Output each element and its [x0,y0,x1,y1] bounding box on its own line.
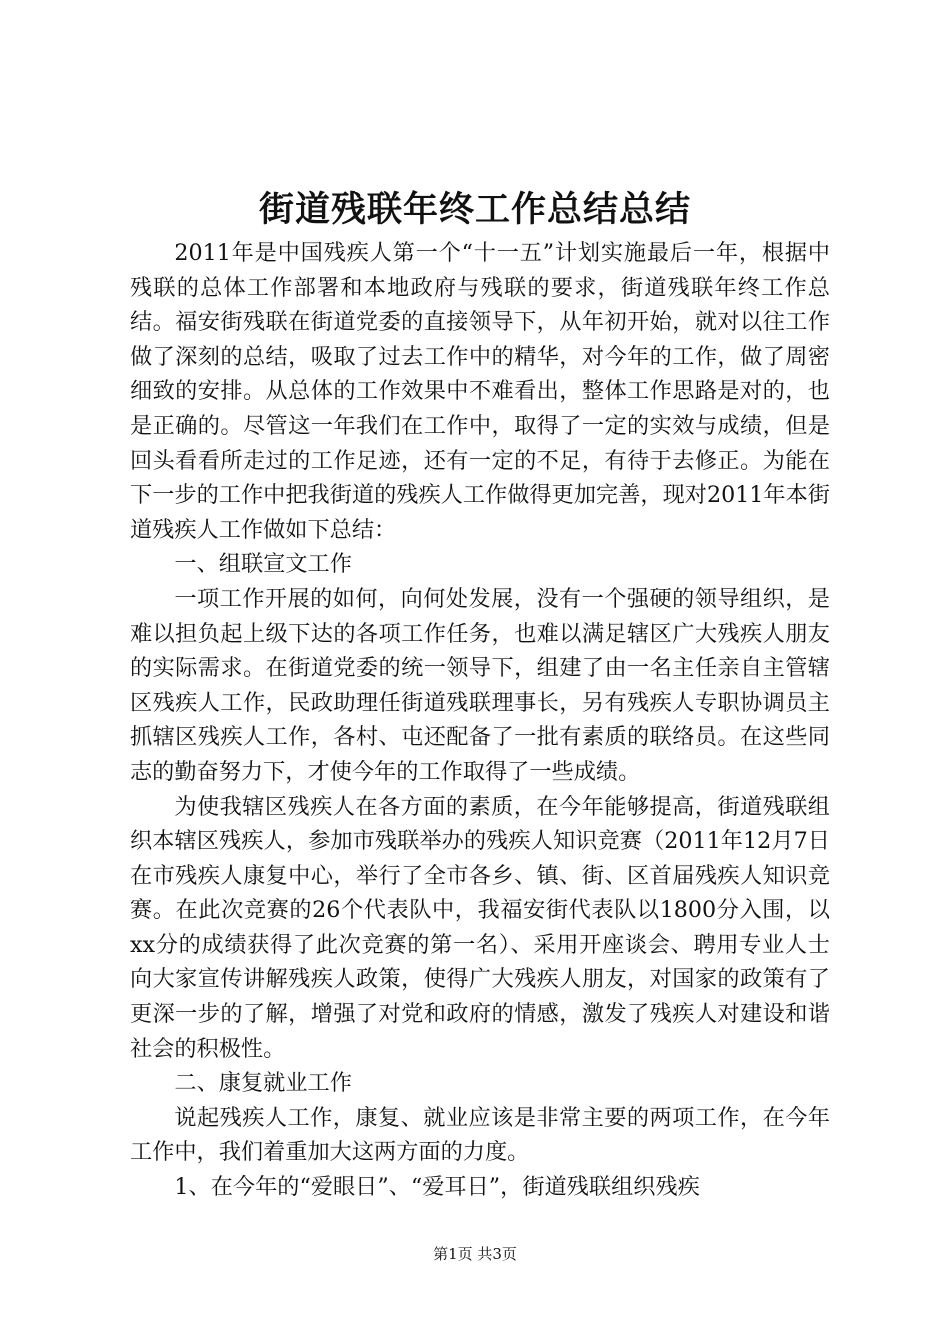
document-body [130,236,830,1205]
page-footer: 第1页 共3页 [433,1245,517,1263]
paragraph-intro: 2011年是中国残疾人第一个“十一五”计划实施最后一年，根据中残联的总体工作部署和本地政府与残联的要求，街道残联年终工作总结。福安街残联在街道党委的直接领导下，从年初开始，就对以往工作做了深刻的总结，吸取了过去工作中的精华，对今年的工作，做了周密细致的安排。从总体的工作效果中不难看出，整体工作思路是对的，也是正确的。尽管这一年我们在工作中，取得了一定的实效与成绩，但是回头看看所走过的工作足迹，还有一定的不足，有待于去修正。为能在下一步的工作中把我街道的残疾人工作做得更加完善，现对2011年本街道残疾人工作做如下总结： [130,240,830,543]
paragraph-knowledge-contest: 为使我辖区残疾人在各方面的素质，在今年能够提高，街道残联组织本辖区残疾人，参加市残联举办的残疾人知识竞赛（2011年12月7日在市残疾人康复中心，举行了全市各乡、镇、街、区首届残疾人知识竞赛。在此次竞赛的26个代表队中，我福安街代表队以1800分入围，以xx分的成绩获得了此次竞赛的第一名）、采用开座谈会、聘用专业人士向大家宣传讲解残疾人政策，使得广大残疾人朋友，对国家的政策有了更深一步的了解，增强了对党和政府的情感，激发了残疾人对建设和谐社会的积极性。 [130,793,830,1062]
section-heading-1: 一、组联宣文工作 [174,551,352,578]
paragraph-eye-ear-day: 1、在今年的“爱眼日”、“爱耳日”，街道残联组织残疾 [174,1174,700,1201]
document-title: 街道残联年终工作总结总结 [258,189,691,230]
paragraph-organization: 一项工作开展的如何，向何处发展，没有一个强硬的领导组织，是难以担负起上级下达的各项工作任务，也难以满足辖区广大残疾人朋友的实际需求。在街道党委的统一领导下，组建了由一名主任亲自主管辖区残疾人工作，民政助理任街道残联理事长，另有残疾人专职协调员主抓辖区残疾人工作，各村、屯还配备了一批有素质的联络员。在这些同志的勤奋努力下，才使今年的工作取得了一些成绩。 [130,585,830,785]
section-heading-2: 二、康复就业工作 [174,1070,352,1097]
paragraph-rehab-employment: 说起残疾人工作，康复、就业应该是非常主要的两项工作，在今年工作中，我们着重加大这两方面的力度。 [130,1104,830,1166]
